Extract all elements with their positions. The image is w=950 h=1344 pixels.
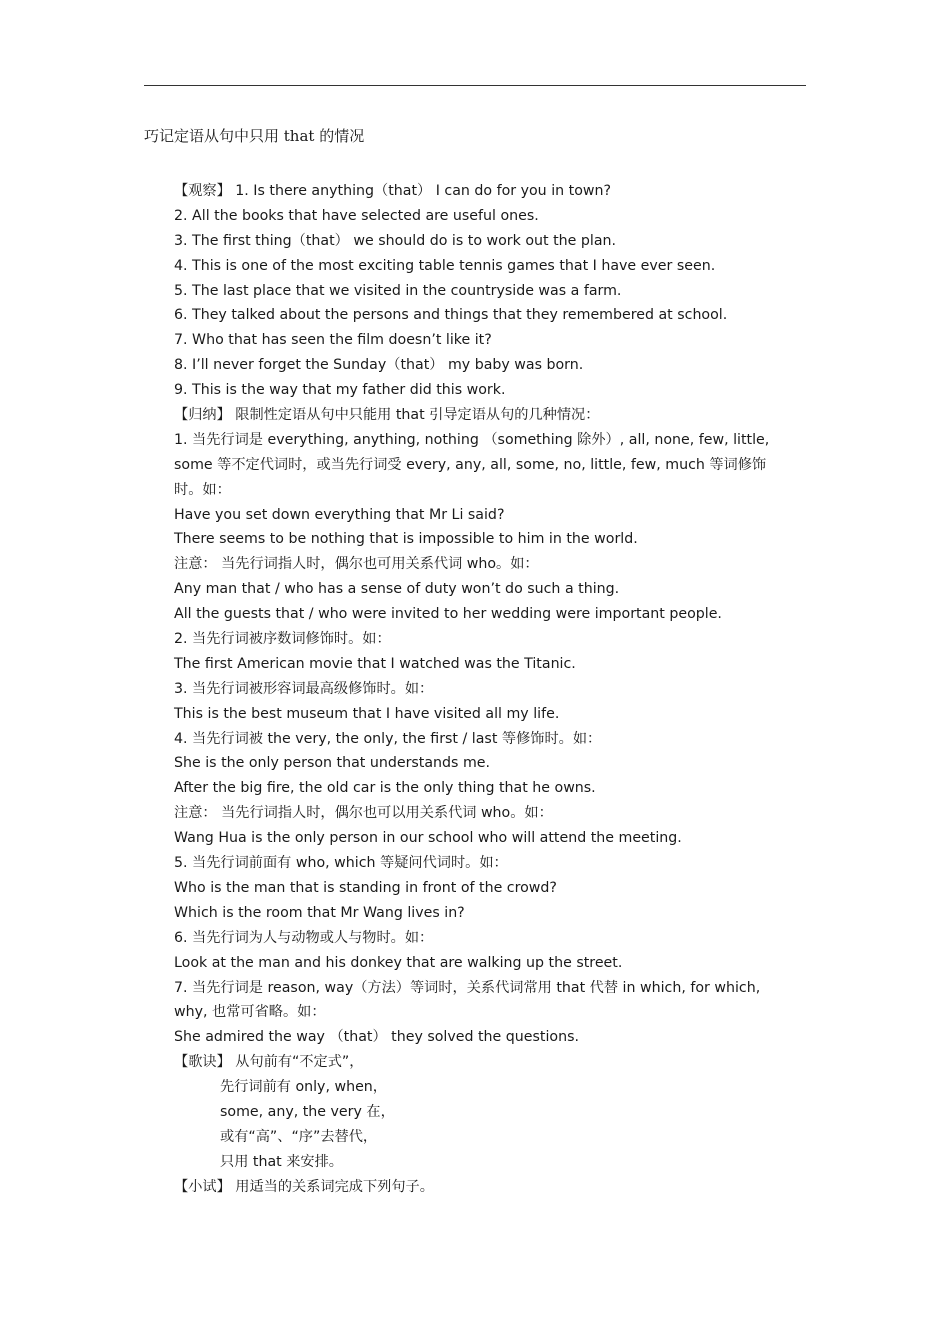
text-line: 2. 当先行词被序数词修饰时。如： [174, 631, 391, 648]
text-line: 8. I’ll never forget the Sunday（that） my baby was born. [174, 357, 584, 374]
text-line: After the big fire, the old car is the only thing that he owns. [174, 780, 596, 797]
text-line: Any man that / who has a sense of duty won’t do such a thing. [174, 581, 620, 598]
text-line: 先行词前有 only, when， [220, 1079, 387, 1096]
text-line: 注意： 当先行词指人时，偶尔也可用关系代词 who。如： [174, 556, 539, 573]
text-line: 3. 当先行词被形容词最高级修饰时。如： [174, 680, 434, 697]
text-line: 7. Who that has seen the film doesn’t like it? [174, 332, 492, 349]
text-line: This is the best museum that I have visited all my life. [174, 705, 560, 722]
text-line: 【小试】 用适当的关系词完成下列句子。 [174, 1178, 434, 1195]
text-line: 时。如： [174, 481, 231, 498]
text-line: 只用 that 来安排。 [220, 1153, 343, 1170]
document-title: 巧记定语从句中只用 that 的情况 [144, 127, 365, 145]
text-line: 【歌诀】 从句前有“不定式”， [174, 1054, 364, 1071]
text-line: 6. 当先行词为人与动物或人与物时。如： [174, 929, 434, 946]
text-line: Look at the man and his donkey that are walking up the street. [174, 954, 623, 971]
text-line: Who is the man that is standing in front of the crowd? [174, 879, 557, 896]
text-line: why, 也常可省略。如： [174, 1004, 326, 1021]
text-line: some 等不定代词时，或当先行词受 every, any, all, some, no, little, few, much 等词修饰 [174, 456, 767, 473]
text-line: Have you set down everything that Mr Li said? [174, 506, 505, 523]
text-line: 1. 当先行词是 everything, anything, nothing （something 除外）, all, none, few, little, [174, 431, 770, 448]
text-line: 9. This is the way that my father did this work. [174, 382, 506, 399]
text-line: 6. They talked about the persons and things that they remembered at school. [174, 307, 728, 324]
text-line: 注意： 当先行词指人时，偶尔也可以用关系代词 who。如： [174, 805, 553, 822]
document-body [174, 179, 784, 1200]
text-line: 4. 当先行词被 the very, the only, the first / last 等修饰时。如： [174, 730, 602, 747]
text-line: 7. 当先行词是 reason, way（方法）等词时，关系代词常用 that 代替 in which, for which, [174, 979, 761, 996]
header-rule [144, 85, 806, 86]
text-line: 【归纳】 限制性定语从句中只能用 that 引导定语从句的几种情况： [174, 407, 600, 424]
text-line: 4. This is one of the most exciting table tennis games that I have ever seen. [174, 257, 716, 274]
text-line: 3. The first thing（that） we should do is to work out the plan. [174, 232, 617, 249]
text-line: 5. The last place that we visited in the countryside was a farm. [174, 282, 622, 299]
text-line: Wang Hua is the only person in our school who will attend the meeting. [174, 830, 682, 847]
text-line: 或有“高”、“序”去替代， [220, 1128, 378, 1145]
text-line: There seems to be nothing that is impossible to him in the world. [174, 531, 638, 548]
text-line: The first American movie that I watched was the Titanic. [174, 655, 576, 672]
text-line: Which is the room that Mr Wang lives in? [174, 904, 465, 921]
text-line: She admired the way （that） they solved the questions. [174, 1029, 579, 1046]
text-line: She is the only person that understands me. [174, 755, 491, 772]
text-line: some, any, the very 在， [220, 1103, 395, 1120]
text-line: 5. 当先行词前面有 who, which 等疑问代词时。如： [174, 855, 508, 872]
text-line: 【观察】 1. Is there anything（that） I can do for you in town? [174, 183, 612, 199]
text-line: 2. All the books that have selected are useful ones. [174, 207, 539, 224]
text-line: All the guests that / who were invited to her wedding were important people. [174, 606, 722, 623]
